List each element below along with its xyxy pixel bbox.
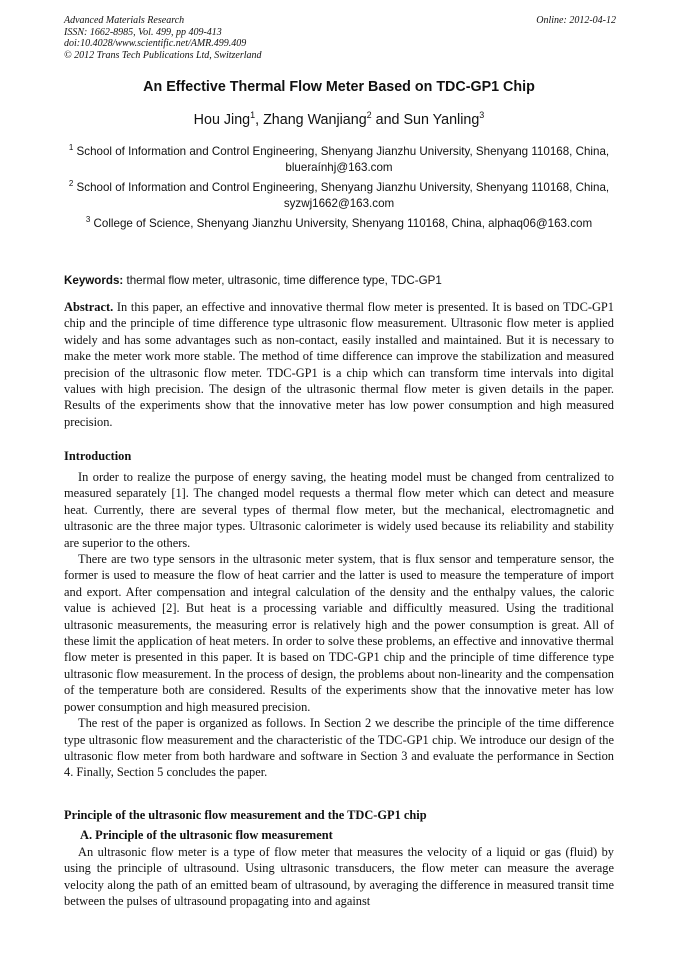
affiliation	[64, 180, 614, 212]
author-separator: ,	[255, 112, 264, 128]
introduction-body	[64, 469, 614, 781]
journal-header	[64, 15, 616, 61]
journal-doi: doi:10.4028/www.scientific.net/AMR.499.409	[64, 38, 247, 49]
author-affiliation-mark: 2	[366, 110, 372, 121]
abstract-label: Abstract.	[64, 300, 114, 314]
affiliation	[64, 216, 614, 232]
section-heading-principle: Principle of the ultrasonic flow measurement and the TDC-GP1 chip	[64, 808, 427, 822]
author-list	[0, 112, 678, 128]
journal-copyright: © 2012 Trans Tech Publications Ltd, Switzerland	[64, 49, 262, 61]
section-heading-introduction: Introduction	[64, 449, 132, 463]
abstract	[64, 299, 614, 430]
paper-title: An Effective Thermal Flow Meter Based on TDC-GP1 Chip	[143, 79, 535, 95]
affiliation-mark: 3	[85, 215, 91, 225]
author-name: Sun Yanling	[403, 112, 480, 128]
subsection-heading: A. Principle of the ultrasonic flow measurement	[80, 828, 333, 842]
journal-name: Advanced Materials Research	[64, 15, 185, 26]
affiliation-text: College of Science, Shenyang Jianzhu University, Shenyang 110168, China, alphaq06@163.com	[93, 217, 593, 230]
author-name: Zhang Wanjiang	[263, 112, 367, 128]
author-name: Hou Jing	[193, 112, 251, 128]
affiliation-text: School of Information and Control Engineering, Shenyang Jianzhu University, Shenyang 110168, China, blueraínhj@163.com	[76, 145, 610, 174]
principle-body	[64, 844, 614, 910]
paragraph: An ultrasonic flow meter is a type of flow meter that measures the velocity of a liquid or gas (fluid) by using the principle of ultrasound. Using ultrasonic transducers, the flow meter can measure the average velocity along the path of an emitted beam of ultrasound, by averaging the difference in measured transit time between the pulses of ultrasound propagating into and against	[64, 845, 614, 909]
author-separator: and	[371, 112, 404, 128]
journal-issn: ISSN: 1662-8985, Vol. 499, pp 409-413	[64, 26, 222, 38]
author-affiliation-mark: 1	[250, 110, 256, 121]
keywords	[64, 274, 614, 287]
paragraph: The rest of the paper is organized as follows. In Section 2 we describe the principle of the time difference type ultrasonic flow measurement and the characteristic of the TDC-GP1 chip. We introduce our design of the ultrasonic flow meter from both hardware and software in Section 3 and evaluate the performance in Section 4. Finally, Section 5 concludes the paper.	[64, 716, 614, 780]
paragraph: There are two type sensors in the ultrasonic meter system, that is flux sensor and temperature sensor, the former is used to measure the flow of heat carrier and the latter is used to measure the temperature of import and export. After compensation and integral calculation of the density and the enthalpy values, the caloric value is achieved [2]. But heat is a processing variable and difficultly measured. Using the traditional ultrasonic measurements, the measuring error is relatively high and the power consumption is great. All of these limit the application of heat meters. In order to solve these problems, an effective and innovative thermal flow meter is presented in this paper. It is based on TDC-GP1 chip and the principle of time difference type ultrasonic flow measurement. In the process of design, the problems about non-linearity and the compensation of the temperature both are considered. Results of the experiments show that the innovative meter has low power consumption and high measured precision.	[64, 552, 614, 714]
affiliation-text: School of Information and Control Engineering, Shenyang Jianzhu University, Shenyang 110168, China, syzwj1662@163.com	[76, 181, 610, 210]
online-date: Online: 2012-04-12	[536, 15, 616, 26]
abstract-text: In this paper, an effective and innovative thermal flow meter is presented. It is based on TDC-GP1 chip and the principle of time difference type ultrasonic flow measurement. Ultrasonic flow meter is applied widely and has some advantages such as non-contact, easily installed and maintained. But it is necessary to make the meter work more stable. The method of time difference can improve the stabilization and measured precision of the ultrasonic flow meter. TDC-GP1 is a chip which can transform time intervals into digital values with high precision. The design of the ultrasonic thermal flow meter is given details in the paper. Results of the experiments show that the innovative meter has low power consumption and high measured precision.	[64, 300, 614, 429]
keywords-text: thermal flow meter, ultrasonic, time difference type, TDC-GP1	[123, 274, 442, 287]
affiliation	[64, 144, 614, 176]
affiliation-mark: 2	[68, 179, 74, 189]
affiliation-mark: 1	[68, 143, 74, 153]
keywords-label: Keywords:	[64, 274, 124, 287]
paragraph: In order to realize the purpose of energy saving, the heating model must be changed from centralized to measured separately [1]. The changed model requests a thermal flow meter which can detect and measure heat. Currently, there are several types of thermal flow meter, but the mechanical, electromagnetic and ultrasonic are the three major types. Ultrasonic calorimeter is widely used because its reliability and stability are superior to the others.	[64, 470, 614, 550]
author-affiliation-mark: 3	[479, 110, 485, 121]
